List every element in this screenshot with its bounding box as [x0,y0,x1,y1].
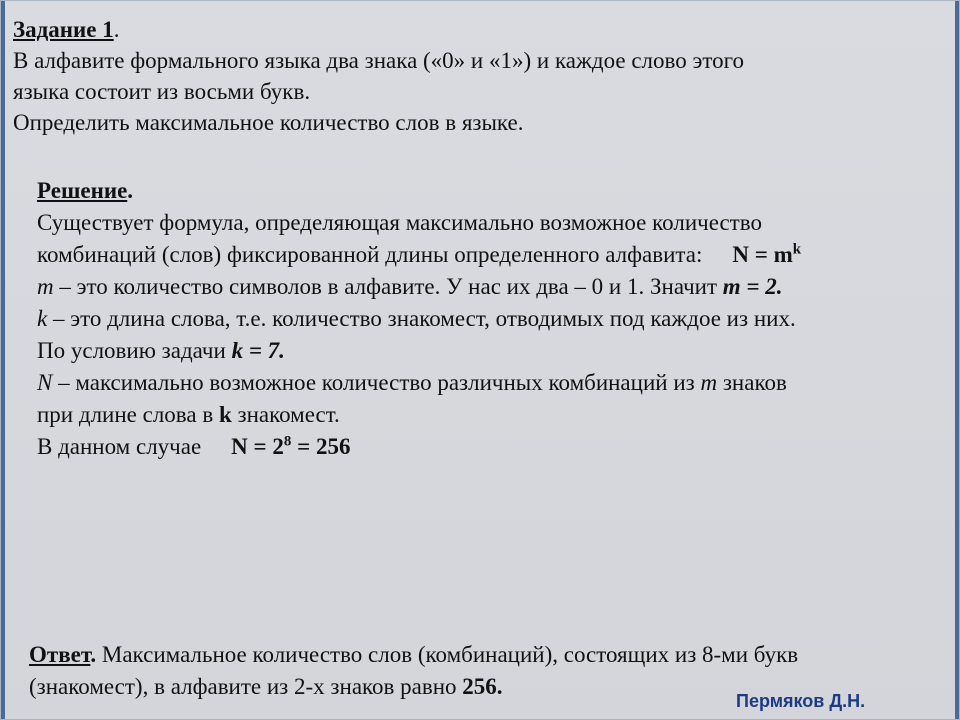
solution-line-5: По условию задачи k = 7. [37,338,285,363]
solution-block [37,175,937,463]
answer-value: 256. [462,674,503,699]
task-block [13,14,933,138]
answer-line-2: (знакомест), в алфавите из 2-х знаков равно 256. [29,674,503,699]
task-line-1: В алфавите формального языка два знака («0» и «1») и каждое слово этого [13,48,744,73]
task-heading: Задание 1. [13,17,120,42]
task-line-3: Определить максимальное количество слов в языке. [13,110,524,135]
formula: $N = m^k$ [732,241,802,267]
solution-heading: Решение. [37,178,134,203]
slide-frame-right [955,1,959,719]
solution-line-2-text: комбинаций (слов) фиксированной длины определенного алфавита: [37,242,703,267]
answer-line-1: Ответ. Максимальное количество слов (комбинаций), состоящих из 8-ми букв [29,642,799,667]
result-formula: $N = 2^8 = 256$ [231,433,351,459]
solution-line-8: В данном случае $N = 2^8 = 256$ [37,433,351,459]
solution-line-7: при длине слова в k знакомест. [37,402,340,427]
solution-line-4: k – это длина слова, т.е. количество знакомест, отводимых под каждое из них. [37,306,796,331]
author-label: Пермяков Д.Н. [736,691,866,711]
slide-frame-left [1,1,5,719]
solution-line-2 [37,239,937,271]
solution-title: Решение [37,178,128,203]
task-line-2: языка состоит из восьми букв. [13,79,311,104]
solution-line-6: N – максимально возможное количество различных комбинаций из m знаков [37,370,787,395]
solution-line-3: m – это количество символов в алфавите. У нас их два – 0 и 1. Значит m = 2. [37,274,783,299]
task-title: Задание 1 [13,17,114,42]
answer-title: Ответ [29,642,91,667]
solution-line-1: Существует формула, определяющая максимально возможное количество [37,210,762,235]
